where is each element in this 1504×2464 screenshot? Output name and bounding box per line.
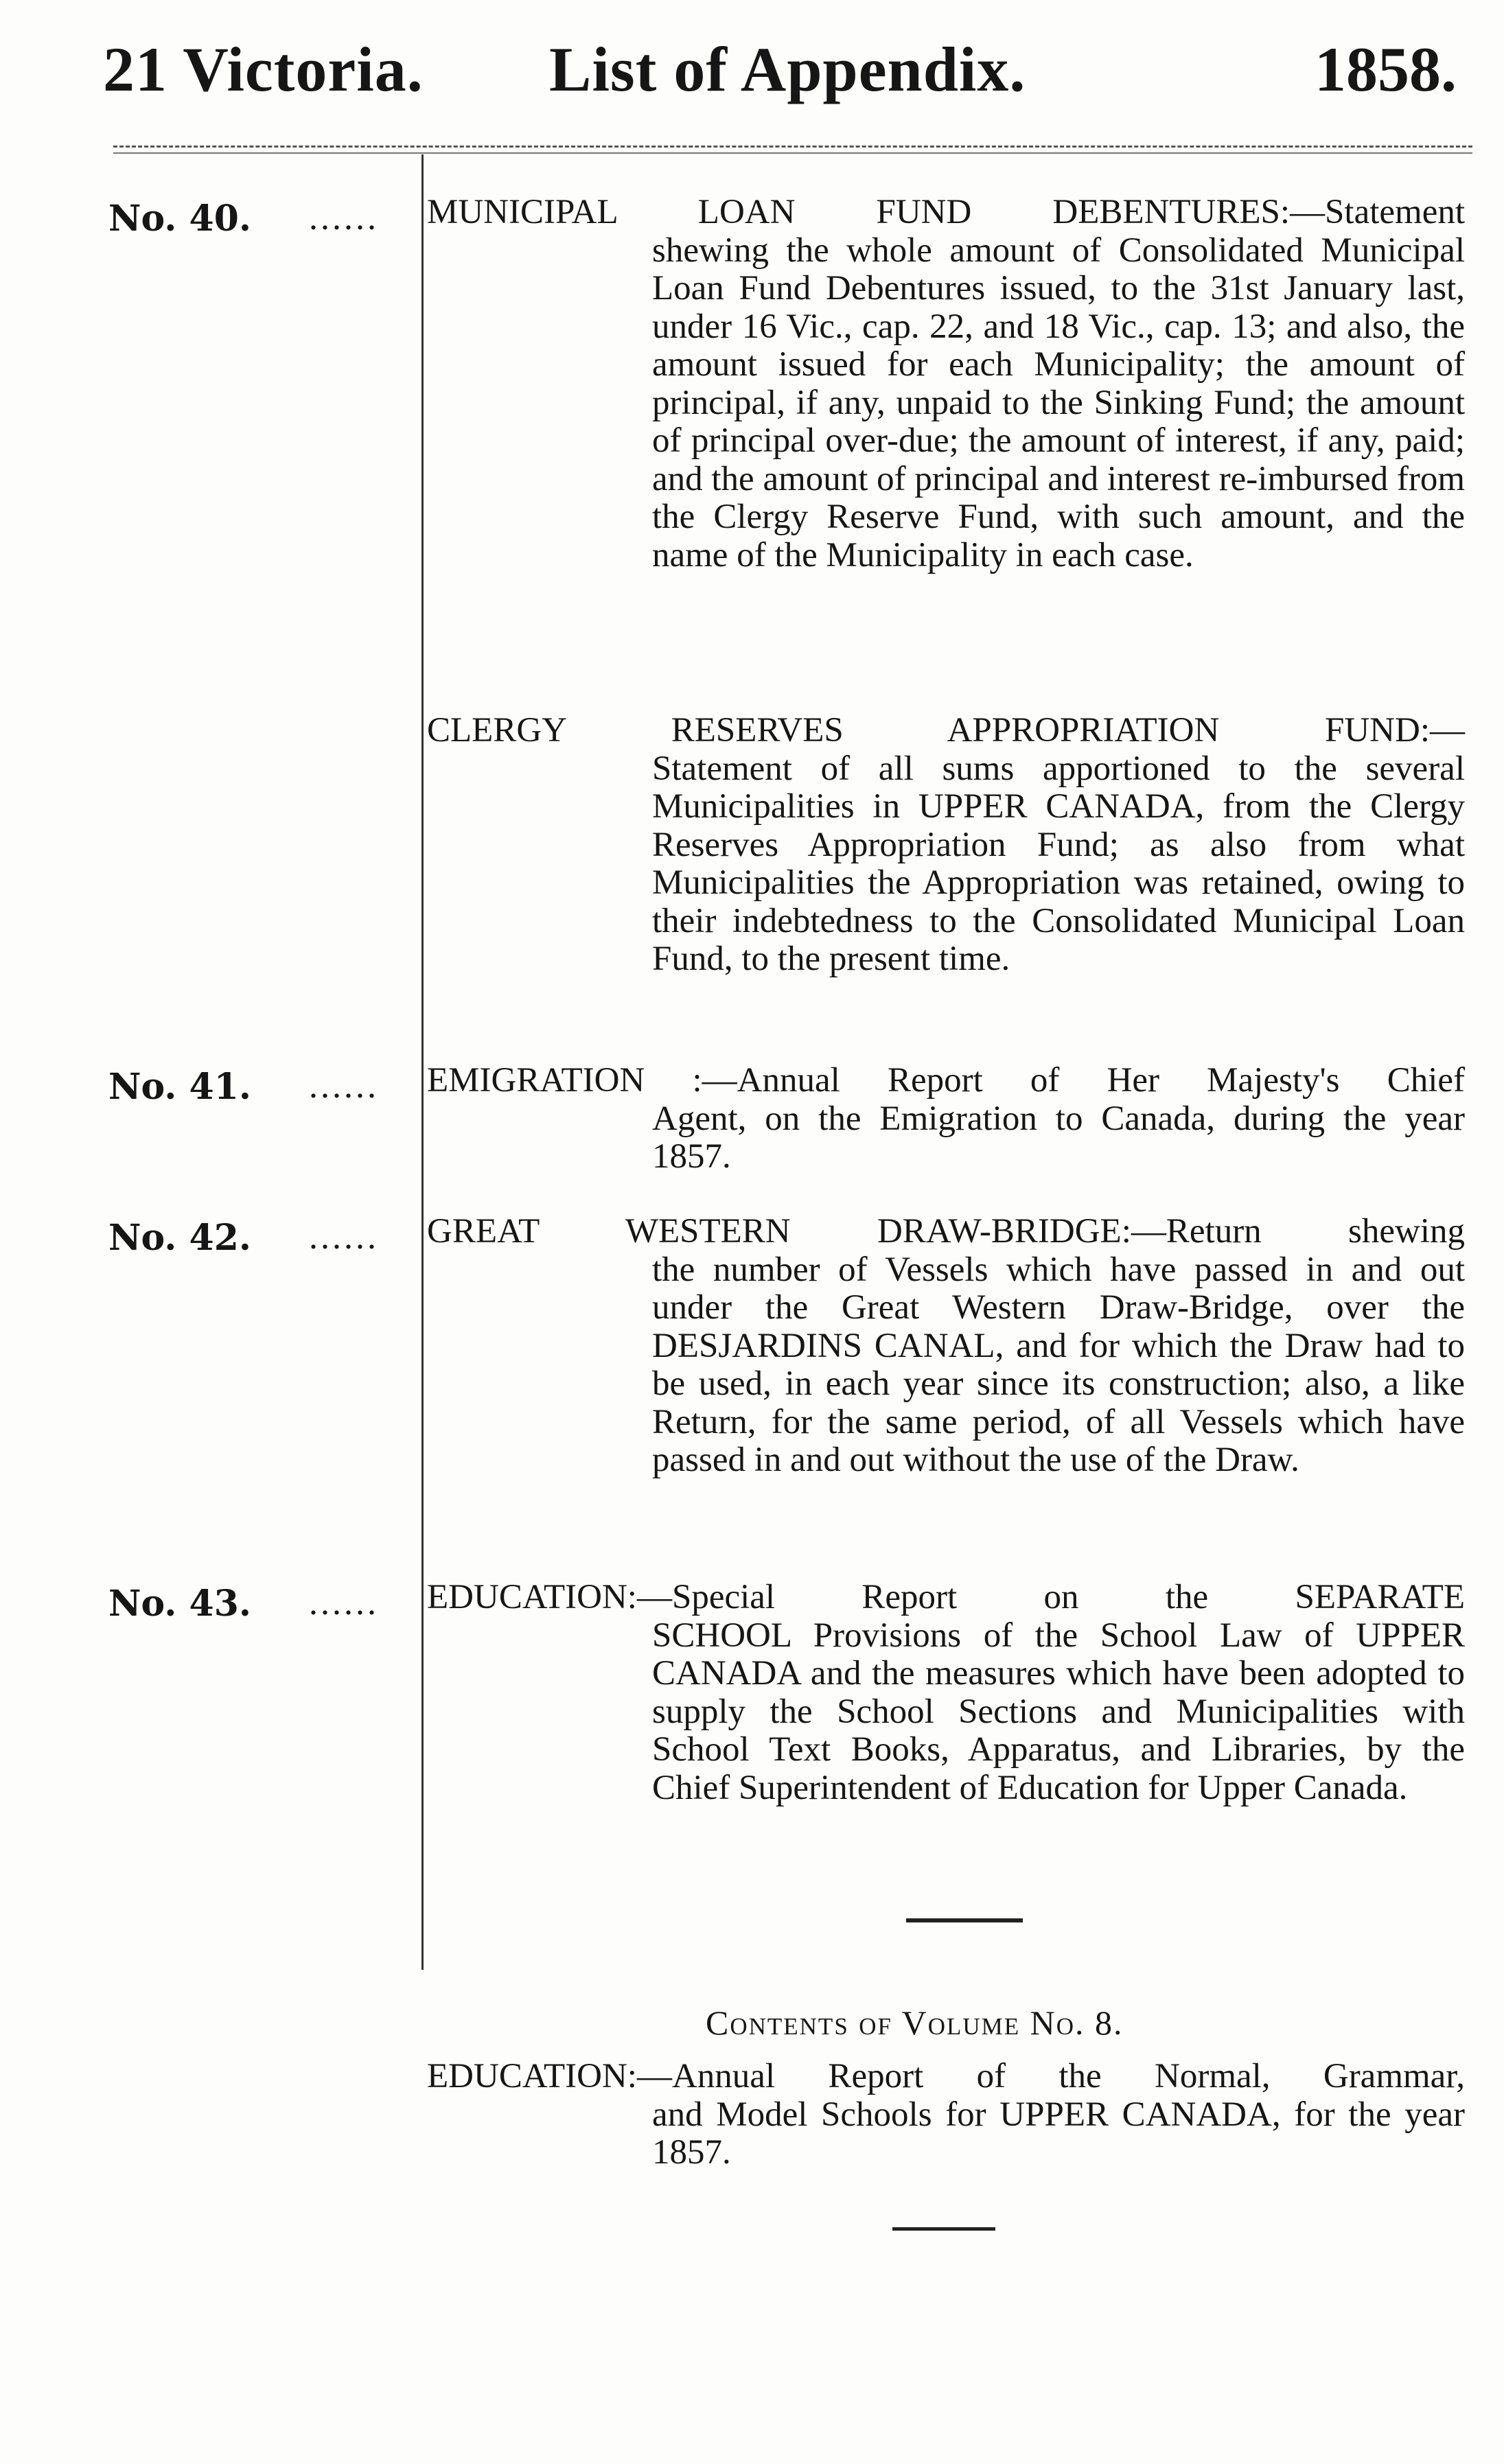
entry-description [427, 2058, 1465, 2172]
entry-heading-line: EDUCATION:—Annual Report of the Normal, Grammar, [427, 2057, 1465, 2095]
entry-description [427, 1579, 1465, 1807]
entry-description [427, 194, 1465, 574]
section-divider [906, 1918, 1023, 1922]
entry-description [427, 1213, 1465, 1480]
column-divider [421, 154, 424, 1970]
entry-body: Agent, on the Emigration to Canada, during the year 1857. [652, 1099, 1465, 1176]
entry-body: the number of Vessels which have passed in and out under the Great Western Draw-Bridge, over the DESJARDINS CANAL, and for which the Draw had to be used, in each year since its construction; also, a like Return, for the same period, of all Vessels which have passed in and out without the use of the Draw. [652, 1250, 1465, 1479]
end-divider [892, 2227, 995, 2231]
entry-number: No. 42. [108, 1217, 251, 1259]
entry-leader-dots: ...... [309, 1218, 379, 1257]
entry-heading-line: CLERGY RESERVES APPROPRIATION FUND:— [427, 711, 1465, 749]
header-regnal-year: 21 Victoria. [103, 34, 424, 104]
entry-number: No. 41. [108, 1066, 251, 1108]
entry-heading-line: GREAT WESTERN DRAW-BRIDGE:—Return shewing [427, 1212, 1465, 1251]
entry-body: SCHOOL Provisions of the School Law of UPPER CANADA and the measures which have been adopted to supply the School Sections and Municipalities with School Text Books, Apparatus, and Libraries, by the Chief Superintendent of Education for Upper Canada. [652, 1616, 1465, 1807]
header-year: 1858. [1315, 34, 1457, 104]
entry-number: No. 43. [108, 1583, 251, 1625]
entry-leader-dots: ...... [309, 1583, 379, 1623]
entry-heading-line: EMIGRATION :—Annual Report of Her Majesty's Chief [427, 1061, 1465, 1100]
entry-body: and Model Schools for UPPER CANADA, for the year 1857. [652, 2095, 1465, 2172]
entry-description [427, 1062, 1465, 1176]
header-title: List of Appendix. [549, 34, 1026, 104]
page-header [0, 27, 1504, 117]
entry-heading-line: MUNICIPAL LOAN FUND DEBENTURES:—Statement [427, 193, 1465, 231]
entry-description [427, 712, 1465, 979]
entry-leader-dots: ...... [309, 198, 379, 237]
header-rule [113, 146, 1472, 148]
header-rule-solid [113, 152, 1472, 154]
entry-heading-line: EDUCATION:—Special Report on the SEPARATE [427, 1578, 1465, 1616]
contents-volume-title: Contents of Volume No. 8. [706, 2003, 1124, 2042]
entry-body: Statement of all sums apportioned to the several Municipalities in UPPER CANADA, from the Clergy Reserves Appropriation Fund; as also from what Municipalities the Appropriation was retained, owing to their indebtedness to the Consolidated Municipal Loan Fund, to the present time. [652, 749, 1465, 978]
entry-leader-dots: ...... [309, 1067, 379, 1106]
entry-number: No. 40. [108, 198, 251, 240]
entry-body: shewing the whole amount of Consolidated Municipal Loan Fund Debentures issued, to the 31st January last, under 16 Vic., cap. 22, and 18 Vic., cap. 13; and also, the amount issued for each Municipality; the amount of principal, if any, unpaid to the Sinking Fund; the amount of principal over-due; the amount of interest, if any, paid; and the amount of principal and interest re-imbursed from the Clergy Reserve Fund, with such amount, and the name of the Municipality in each case. [652, 231, 1465, 574]
